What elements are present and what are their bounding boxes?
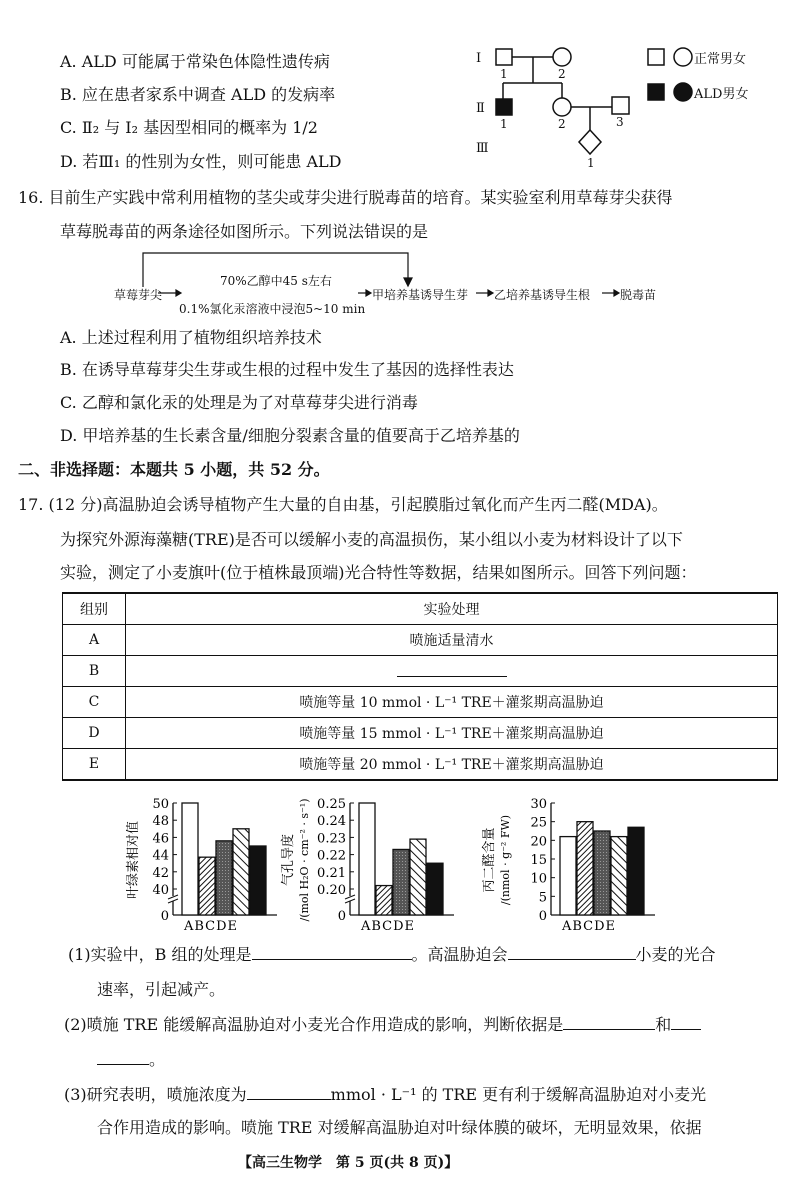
y-tick-label: 42 <box>152 865 169 881</box>
gen-1-label: Ⅰ <box>476 51 482 66</box>
y-tick-label: 0.21 <box>317 865 346 881</box>
q17-sub2-line2: 。 <box>97 1050 165 1070</box>
y-tick-label: 0.25 <box>317 797 346 812</box>
svg-text:2: 2 <box>558 67 566 81</box>
q16-option-b: B. 在诱导草莓芽尖生芽或生根的过程中发生了基因的选择性表达 <box>60 360 514 379</box>
bar-D <box>611 837 627 915</box>
q17-sub1-line1: (1)实验中，B 组的处理是 。高温胁迫会 小麦的光合 <box>68 945 716 964</box>
y-axis-label: 丙二醛含量 <box>482 827 497 893</box>
table-row: E 喷施等量 20 mmol · L⁻¹ TRE＋灌浆期高温胁迫 <box>63 749 778 781</box>
svg-text:1: 1 <box>500 117 508 131</box>
bar-B <box>376 886 392 915</box>
bar-C <box>393 849 409 915</box>
legend-normal: 正常男女 <box>694 52 747 67</box>
q17-sub3-line2: 合作用造成的影响。喷施 TRE 对缓解高温胁迫对叶绿体膜的破坏，无明显效果，依据 <box>97 1118 702 1137</box>
bar-E <box>427 863 443 915</box>
answer-blank-1[interactable] <box>252 945 412 960</box>
y-tick-label: 0.24 <box>317 814 346 830</box>
bar-C <box>216 841 232 915</box>
q16-stem-line1: 16. 目前生产实践中常利用植物的茎尖或芽尖进行脱毒苗的培育。某实验室利用草莓芽尖获得 <box>18 188 673 207</box>
svg-text:2: 2 <box>558 117 566 131</box>
q15-option-c: C. Ⅱ₂ 与 Ⅰ₂ 基因型相同的概率为 1/2 <box>60 118 318 137</box>
q17-sub2-line1: (2)喷施 TRE 能缓解高温胁迫对小麦光合作用造成的影响，判断依据是 和 <box>64 1015 701 1035</box>
q16-option-c: C. 乙醇和氯化汞的处理是为了对草莓芽尖进行消毒 <box>60 393 418 412</box>
page-footer: 【高三生物学 第 5 页(共 8 页)】 <box>238 1155 459 1171</box>
table-row: C 喷施等量 10 mmol · L⁻¹ TRE＋灌浆期高温胁迫 <box>63 687 778 718</box>
bar-D <box>233 829 249 915</box>
answer-blank-5[interactable] <box>247 1085 331 1100</box>
flow-step-bottom: 0.1%氯化汞溶液中浸泡5~10 min <box>179 302 366 316</box>
y-tick-label: 40 <box>152 883 169 898</box>
q15-option-d: D. 若Ⅲ₁ 的性别为女性，则可能患 ALD <box>60 152 342 171</box>
gen-2-label: Ⅱ <box>476 101 485 116</box>
q17-stem-line3: 实验，测定了小麦旗叶(位于植株最顶端)光合特性等数据，结果如图所示。回答下列问题： <box>60 563 697 582</box>
y-tick-label: 25 <box>530 815 547 831</box>
q16-option-d: D. 甲培养基的生长素含量/细胞分裂素含量的值要高于乙培养基的 <box>60 426 520 445</box>
y-tick-label: 0 <box>160 909 169 924</box>
legend-affected: ALD男女 <box>694 87 749 102</box>
flow-end: 脱毒苗 <box>620 288 657 302</box>
bar-E <box>628 827 644 915</box>
q17-stem-line2: 为探究外源海藻糖(TRE)是否可以缓解小麦的高温损伤，某小组以小麦为材料设计了以下 <box>60 530 683 549</box>
table-row: B <box>63 656 778 687</box>
y-tick-label: 46 <box>152 831 169 847</box>
y-axis-unit-label: /(nmol · g⁻² FW) <box>499 814 512 906</box>
row-b-blank <box>397 662 507 677</box>
y-tick-label: 20 <box>530 834 547 850</box>
x-tick-labels: ABCDE <box>562 919 617 934</box>
svg-text:3: 3 <box>616 115 624 129</box>
bar-A <box>359 803 375 915</box>
bar-B <box>199 857 215 915</box>
y-axis-unit-label: /(mol H₂O · cm⁻² · s⁻¹) <box>298 798 311 922</box>
svg-text:1: 1 <box>587 156 595 170</box>
answer-blank-2[interactable] <box>508 945 636 960</box>
y-tick-label: 44 <box>152 848 169 864</box>
section-heading: 二、非选择题：本题共 5 小题，共 52 分。 <box>18 460 330 479</box>
x-tick-labels: ABCDE <box>361 919 416 934</box>
answer-blank-4b[interactable] <box>97 1050 149 1065</box>
table-row: D 喷施等量 15 mmol · L⁻¹ TRE＋灌浆期高温胁迫 <box>63 718 778 749</box>
flow-step-top: 70%乙醇中45 s左右 <box>220 274 332 288</box>
flow-start: 草莓芽尖 <box>114 288 163 302</box>
y-tick-label: 15 <box>530 853 547 868</box>
pedigree-diagram <box>460 30 800 180</box>
y-tick-label: 0 <box>538 909 547 924</box>
gen-3-label: Ⅲ <box>476 141 489 156</box>
q17-sub3-line1: (3)研究表明，喷施浓度为 mmol · L⁻¹ 的 TRE 更有利于缓解高温胁迫对小麦光 <box>64 1085 707 1104</box>
bar-A <box>182 803 198 915</box>
y-tick-label: 48 <box>152 814 169 830</box>
q16-option-a: A. 上述过程利用了植物组织培养技术 <box>60 328 322 347</box>
y-tick-label: 0.20 <box>317 883 346 898</box>
y-tick-label: 30 <box>530 797 547 812</box>
q16-stem-line2: 草莓脱毒苗的两条途径如图所示。下列说法错误的是 <box>60 222 429 241</box>
bar-charts <box>0 780 800 940</box>
q17-sub1-line2: 速率，引起减产。 <box>97 980 226 999</box>
bar-E <box>250 846 266 915</box>
flow-step2: 甲培养基诱导生芽 <box>372 288 469 302</box>
svg-text:1: 1 <box>500 67 508 81</box>
y-tick-label: 0.22 <box>317 848 346 864</box>
y-axis-label: 气孔导度 <box>281 833 296 887</box>
flow-step3: 乙培养基诱导生根 <box>494 288 591 302</box>
y-axis-label: 叶绿素相对值 <box>126 820 141 900</box>
y-tick-label: 0.23 <box>317 831 346 847</box>
experiment-table <box>62 592 778 781</box>
q15-option-b: B. 应在患者家系中调查 ALD 的发病率 <box>60 85 336 104</box>
answer-blank-3[interactable] <box>563 1015 655 1030</box>
answer-blank-4a[interactable] <box>671 1015 701 1030</box>
table-row: A 喷施适量清水 <box>63 625 778 656</box>
table-header: 组别 实验处理 <box>63 593 778 625</box>
y-tick-label: 10 <box>530 871 547 887</box>
q15-option-a: A. ALD 可能属于常染色体隐性遗传病 <box>60 52 330 71</box>
bar-D <box>410 839 426 915</box>
bar-C <box>594 831 610 915</box>
y-tick-label: 0 <box>337 909 346 924</box>
y-tick-label: 5 <box>538 890 547 906</box>
flow-diagram <box>100 245 700 315</box>
bar-A <box>560 837 576 915</box>
y-tick-label: 50 <box>152 797 169 812</box>
x-tick-labels: ABCDE <box>184 919 239 934</box>
q17-stem-line1: 17. (12 分)高温胁迫会诱导植物产生大量的自由基，引起膜脂过氧化而产生丙二醛(MDA)。 <box>18 495 668 514</box>
bar-B <box>577 822 593 915</box>
